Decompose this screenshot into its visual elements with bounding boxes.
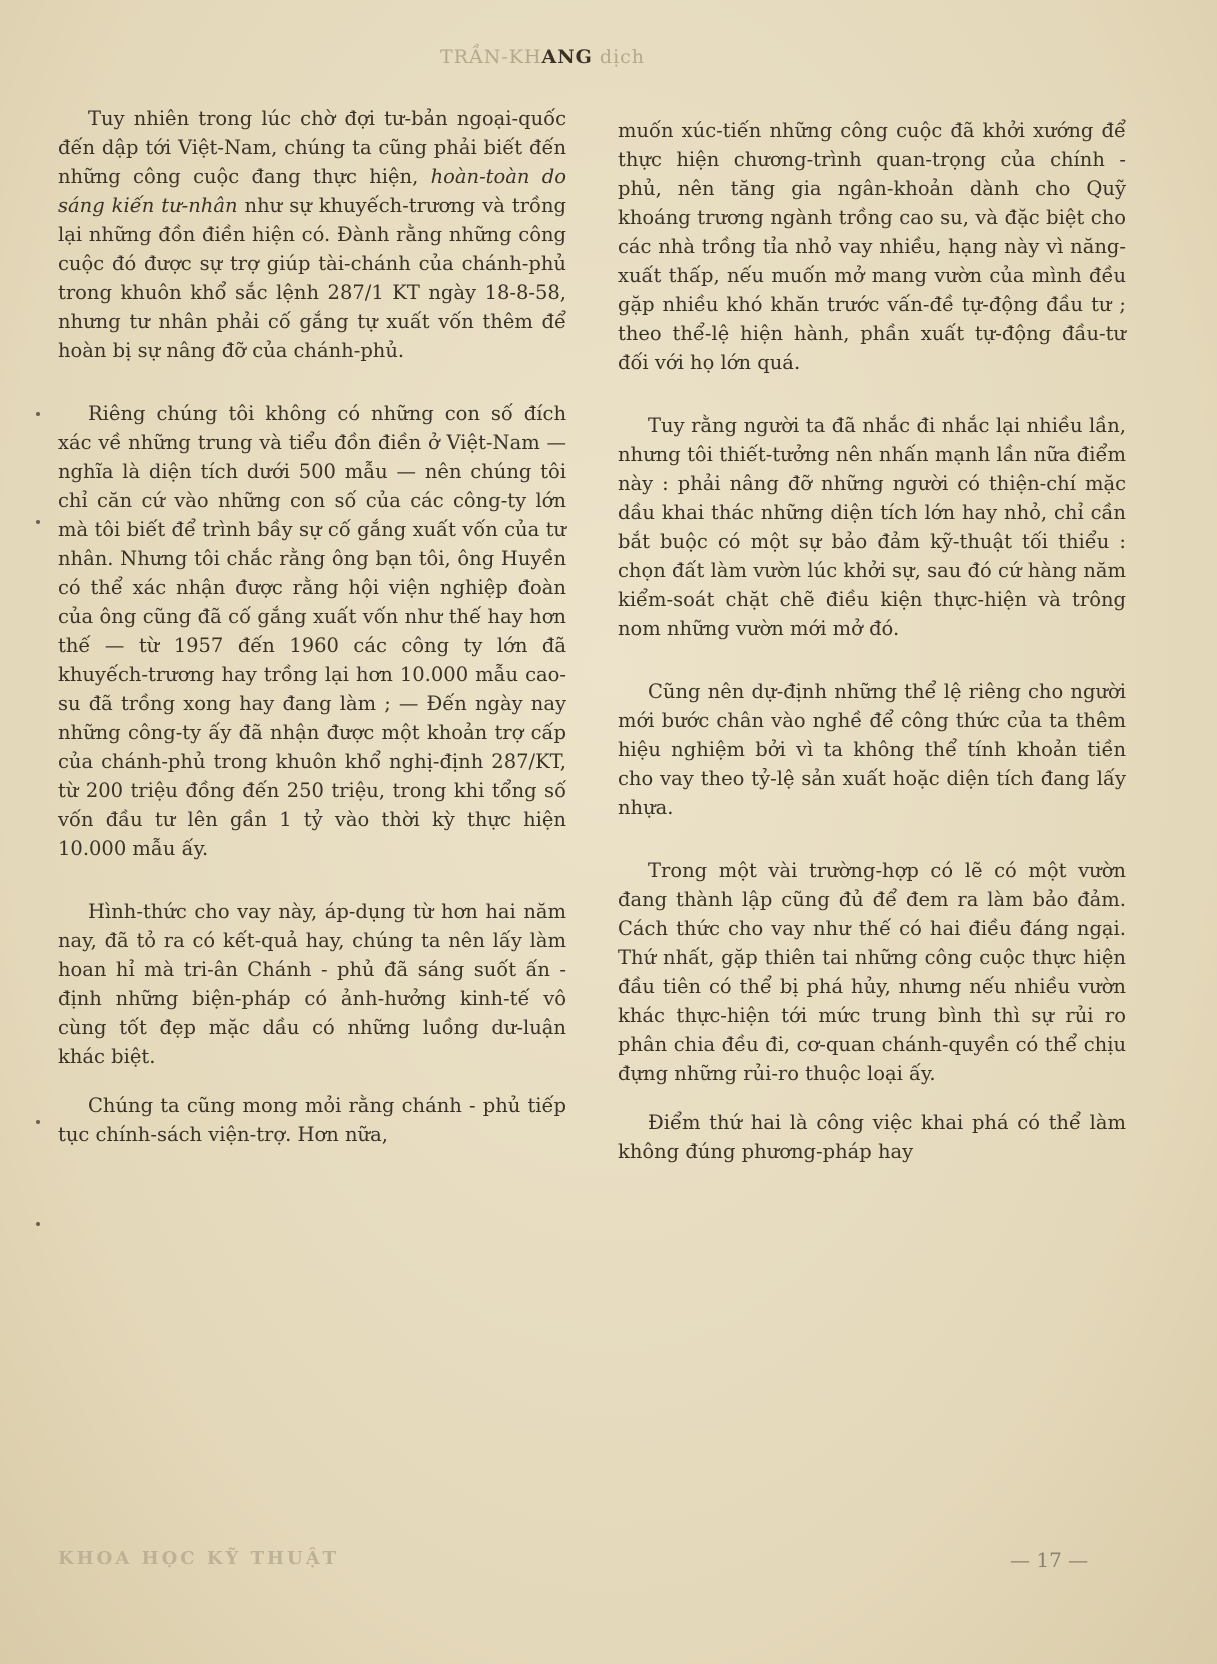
right-paragraph-5: Điểm thứ hai là công việc khai phá có thể làm không đúng phương-pháp hay: [618, 1111, 1126, 1163]
header-suffix: dịch: [599, 46, 646, 68]
right-paragraph-1: muốn xúc-tiến những công cuộc đã khởi xướng để thực hiện chương-trình quan-trọng của chính - phủ, nên tăng gia ngân-khoản dành cho Quỹ khoáng trương ngành trồng cao su, và đặc biệt cho các nhà trồng tỉa nhỏ vay nhiều, hạng này vì năng-xuất thấp, nếu muốn mở mang vườn của mình đều gặp nhiều khó khăn trước vấn-đề tự-động đầu tư ; theo thể-lệ hiện hành, phần xuất tự-động đầu-tư đối với họ lớn quá.: [618, 119, 1126, 374]
right-column: [618, 116, 1126, 1200]
footer-publication-title: KHOA HỌC KỸ THUẬT: [58, 1548, 340, 1569]
footer-page-number: — 17 —: [1010, 1548, 1089, 1572]
right-paragraph-2: Tuy rằng người ta đã nhắc đi nhắc lại nhiều lần, nhưng tôi thiết-tưởng nên nhấn mạnh lần nữa điểm này : phải nâng đỡ những người có thiện-chí mặc dầu khai thác những diện tích lớn hay nhỏ, chỉ cần bắt buộc có một sự bảo đảm kỹ-thuật tối thiểu : chọn đất làm vườn lúc khởi sự, sau đó cứ hàng năm kiểm-soát chặt chẽ điều kiện thực-hiện và trông nom những vườn mới mở đó.: [618, 414, 1126, 640]
left-column: [58, 104, 566, 1183]
margin-dot-mark: [36, 1222, 40, 1226]
right-paragraph-3: Cũng nên dự-định những thể lệ riêng cho người mới bước chân vào nghề để công thức của ta thêm hiệu nghiệm bởi vì ta không thể tính khoản tiền cho vay theo tỷ-lệ sản xuất hoặc diện tích đang lấy nhựa.: [618, 680, 1126, 819]
header-author: ANG: [541, 46, 593, 68]
left-p1-start: Tuy nhiên trong lúc chờ đợi tư-bản ngoại-quốc đến dập tới Việt-Nam, chúng ta cũng phải biết đến những công cuộc đang thực hiện,: [58, 107, 566, 188]
left-p1-end: như sự khuyếch-trương và trồng lại những đồn điền hiện có. Đành rằng những công cuộc đó được sự trợ giúp tài-chánh của chánh-phủ trong khuôn khổ sắc lệnh 287/1 KT ngày 18-8-58, nhưng tư nhân phải cố gắng tự xuất vốn thêm để hoàn bị sự nâng đỡ của chánh-phủ.: [58, 194, 566, 362]
right-paragraph-4: Trong một vài trường-hợp có lẽ có một vườn đang thành lập cũng đủ để đem ra làm bảo đảm. Cách thức cho vay như thế có hai điều đáng ngại. Thứ nhất, gặp thiên tai những công cuộc thực hiện đầu tiên có thể bị phá hủy, nhưng nếu nhiều vườn khác thực-hiện tới mức trung bình thì sự rủi ro phân chia đều đi, cơ-quan chánh-quyền có thể chịu đựng những rủi-ro thuộc loại ấy.: [618, 859, 1126, 1085]
left-paragraph-1: [58, 104, 566, 365]
margin-dot-mark: [36, 1120, 40, 1124]
left-paragraph-3: Hình-thức cho vay này, áp-dụng từ hơn hai năm nay, đã tỏ ra có kết-quả hay, chúng ta nên lấy làm hoan hỉ mà tri-ân Chánh - phủ đã sáng suốt ấn - định những biện-pháp có ảnh-hưởng kinh-tế vô cùng tốt đẹp mặc dầu có những luồng dư-luận khác biệt.: [58, 900, 566, 1068]
margin-dot-mark: [36, 520, 40, 524]
left-p1-italic: hoàn-toàn do sáng kiến tư-nhân: [58, 165, 566, 217]
left-paragraph-4: Chúng ta cũng mong mỏi rằng chánh - phủ tiếp tục chính-sách viện-trợ. Hơn nữa,: [58, 1094, 566, 1146]
margin-dot-mark: [36, 412, 40, 416]
header-author-faint: TRẦN-KH: [440, 46, 542, 68]
left-paragraph-2: Riêng chúng tôi không có những con số đích xác về những trung và tiểu đồn điền ở Việt-Nam — nghĩa là diện tích dưới 500 mẫu — nên chúng tôi chỉ căn cứ vào những con số của các công-ty lớn mà tôi biết để trình bầy sự cố gắng xuất vốn của tư nhân. Nhưng tôi chắc rằng ông bạn tôi, ông Huyền có thể xác nhận được rằng hội viện nghiệp đoàn của ông cũng đã cố gắng xuất vốn như thế hay hơn thế — từ 1957 đến 1960 các công ty lớn đã khuyếch-trương hay trồng lại hơn 10.000 mẫu cao-su đã trồng xong hay đang làm ; — Đến ngày nay những công-ty ấy đã nhận được một khoản trợ cấp của chánh-phủ trong khuôn khổ nghị-định 287/KT, từ 200 triệu đồng đến 250 triệu, trong khi tổng số vốn đầu tư lên gần 1 tỷ vào thời kỳ thực hiện 10.000 mẫu ấy.: [58, 402, 566, 860]
page-header: [440, 46, 740, 68]
